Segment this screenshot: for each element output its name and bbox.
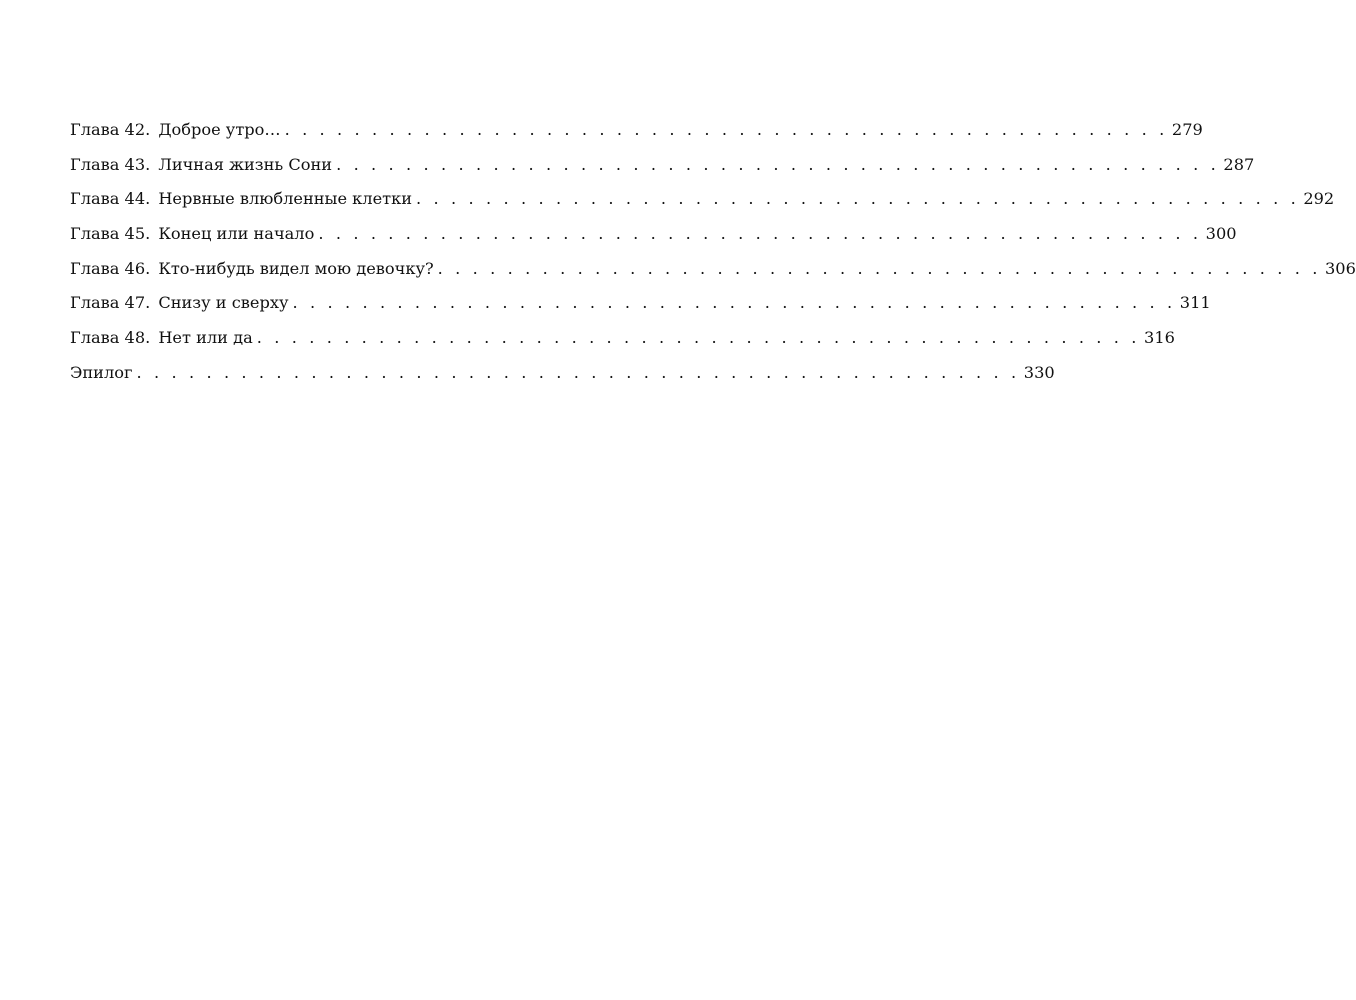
dot-leader: . . . . . . . . . . . . . . . . . . . . . . . . . . . . . . . . . . . . . . . . . . . . . . . . . . . [437, 258, 1321, 278]
chapter-number: Глава 43. [70, 154, 151, 174]
chapter-title: Кто-нибудь видел мою девочку? [158, 258, 434, 278]
chapter-title: Нет или да [158, 328, 253, 348]
chapter-number: Глава 47. [70, 293, 151, 313]
page-number: 300 [1205, 224, 1237, 244]
page-number: 306 [1324, 258, 1356, 278]
chapter-title: Нервные влюбленные клетки [158, 189, 413, 209]
chapter-title: Конец или начало [158, 224, 315, 244]
chapter-title: Снизу и сверху [158, 293, 289, 313]
table-of-contents [70, 113, 1356, 391]
chapter-title: Доброе утро… [158, 120, 281, 139]
chapter-number: Глава 46. [70, 258, 151, 278]
toc-entry-chapter-42 [70, 113, 1203, 148]
chapter-title: Эпилог [70, 362, 133, 382]
toc-entry-chapter-44 [70, 182, 1335, 217]
page-number: 279 [1171, 120, 1203, 139]
chapter-title: Личная жизнь Сони [158, 154, 333, 174]
chapter-number: Глава 44. [70, 189, 151, 209]
chapter-number: Глава 42. [70, 120, 151, 139]
dot-leader: . . . . . . . . . . . . . . . . . . . . . . . . . . . . . . . . . . . . . . . . . . . . . . . . . . . [318, 224, 1202, 244]
page-number: 287 [1223, 154, 1255, 174]
toc-entry-chapter-46 [70, 252, 1356, 287]
page-number: 311 [1179, 293, 1211, 313]
dot-leader: . . . . . . . . . . . . . . . . . . . . . . . . . . . . . . . . . . . . . . . . . . . . . . . . . . . [416, 189, 1300, 209]
page-number: 330 [1023, 362, 1055, 382]
toc-entry-chapter-45 [70, 217, 1237, 252]
dot-leader: . . . . . . . . . . . . . . . . . . . . . . . . . . . . . . . . . . . . . . . . . . . . . . . . . . . [292, 293, 1176, 313]
chapter-number: Глава 45. [70, 224, 151, 244]
dot-leader: . . . . . . . . . . . . . . . . . . . . . . . . . . . . . . . . . . . . . . . . . . . . . . . . . . . [136, 362, 1020, 382]
dot-leader: . . . . . . . . . . . . . . . . . . . . . . . . . . . . . . . . . . . . . . . . . . . . . . . . . . . [256, 328, 1141, 348]
toc-entry-chapter-43 [70, 148, 1255, 183]
toc-entry-chapter-48 [70, 321, 1175, 356]
toc-entry-epilogue [70, 356, 1055, 391]
dot-leader: . . . . . . . . . . . . . . . . . . . . . . . . . . . . . . . . . . . . . . . . . . . . . . . . . . . [284, 120, 1168, 139]
dot-leader: . . . . . . . . . . . . . . . . . . . . . . . . . . . . . . . . . . . . . . . . . . . . . . . . . . . [336, 154, 1220, 174]
page-number: 292 [1303, 189, 1335, 209]
page-number: 316 [1144, 328, 1175, 348]
toc-entry-chapter-47 [70, 286, 1211, 321]
chapter-number: Глава 48. [70, 328, 151, 348]
